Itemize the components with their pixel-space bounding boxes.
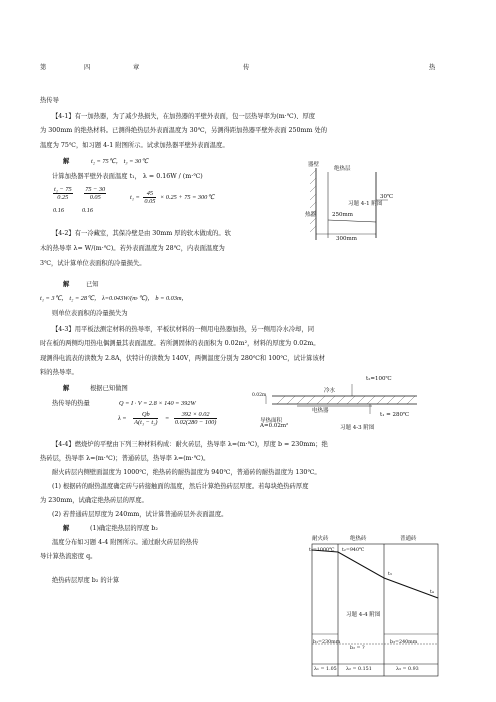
p41-eq1-num2: 75 − 30	[85, 186, 106, 193]
p43-lambda-num2: 392 × 0.02	[174, 411, 218, 419]
fig41-temp-right: 30℃	[380, 194, 394, 200]
p42-line-3: 3℃，试计算单位表面积的冷量损失。	[40, 260, 146, 267]
chapter-char-3: 章	[133, 64, 140, 71]
p41-calc: 计算加热器平壁外表面温度 t₁， λ = 0.16W / (m·℃)	[52, 173, 203, 180]
fig43-area-1: 导热面积	[260, 418, 283, 424]
p42-result: 则单位表面积的冷量损失为	[52, 310, 128, 317]
fig43-t2: t₂=100℃	[366, 376, 392, 382]
p41-eq1-den: 0.25	[57, 194, 69, 201]
p43-solution-label: 解	[63, 385, 70, 392]
p42-known: 已知	[86, 281, 99, 288]
p41-line-3: 温度为 75℃，如习题 4-1 附图所示。试求加热器平壁外表面温度。	[40, 142, 229, 149]
p43-lambda-den: A(t₁ − t₂)	[134, 419, 158, 426]
p43-lambda-lhs: λ =	[118, 414, 127, 422]
fig44-b2: b₂ = ?	[350, 646, 365, 651]
p43-lambda-eq: λ = $\frac{Qb}{\text{A(t₁ − t₂)}}$ = $\frac{392 \times 0.02}{0.02(280 - 100)}$	[118, 411, 217, 426]
p44-line-9: 绝热砖层厚度 b₂ 的计算	[52, 577, 120, 584]
p44-line-4: (1) 根据砖的耐热温度确定砖与砖接触面的温度，然后计算绝热砖层厚度。若每块绝热砖厚度	[52, 483, 309, 490]
fig41-heater-label: 热器	[305, 212, 317, 218]
p44-line-1: 【4-4】燃烧炉的平壁由下列三种材料构成：耐火砖层，热导率 λ=(m·℃)，厚度 b = 230mm；绝	[52, 441, 328, 448]
p41-eq1	[53, 186, 106, 201]
fig43-area-2: A=0.02m²	[260, 423, 289, 429]
p43-lambda-num: Qb	[133, 411, 158, 419]
p42-line-2: 木的热导率 λ= W/(m·℃)。若外表面温度为 28℃，内表面温度为	[40, 245, 225, 252]
p41-given: t₂ = 75℃， t₃ = 30℃	[91, 158, 149, 165]
fig44-header-2: 绝热砖	[350, 536, 367, 542]
p41-eq2-den: 0.05	[144, 198, 156, 205]
p42-given: t₁ = 3℃， t₂ = 28℃， λ=0.043W/(m·℃)， b = 0.03m，	[40, 295, 188, 302]
fig44-t3: t₃	[388, 572, 392, 577]
p41-eq2-num: 45	[143, 190, 156, 198]
chapter-char-2: 四	[84, 64, 91, 71]
chapter-char-5: 热	[429, 64, 436, 71]
fig44-caption: 习题 4-4 附图	[346, 612, 381, 618]
fig44-lambda3: λ₃ = 0.93	[396, 667, 419, 672]
fig44-t4: t₄	[430, 590, 434, 595]
p44-step1: (1)确定绝热层的厚度 b₂	[90, 525, 158, 532]
p44-line-5: 为 230mm，试确定绝热砖层的厚度。	[40, 497, 148, 504]
fig44-header-1: 耐火砖	[312, 536, 329, 542]
p43-q-formula: Q = I · V = 2.8 × 140 = 392W	[119, 400, 196, 407]
figure-4-4-drawing	[306, 532, 446, 680]
fig44-lambda1: λ₁ = 1.05	[314, 667, 337, 672]
fig43-thickness: 0.02m	[252, 393, 267, 398]
fig41-wall-label: 器壁	[308, 162, 320, 168]
p44-line-3: 耐火砖层内侧壁面温度为 1000℃，绝热砖的耐热温度为 940℃，普通砖的耐热温度为 130℃。	[52, 469, 321, 476]
p43-line-3: 现测得电流表的读数为 2.8A，伏特计的读数为 140V，两侧温度分别为 280℃和 100℃，试计算该材	[40, 355, 326, 362]
fig41-dist1: 250mm	[332, 212, 353, 218]
fig44-b3: b₃=240mm	[390, 640, 418, 645]
p43-heat: 热传导的热量	[52, 400, 90, 407]
p41-line-2: 为 300mm 的绝热材料。已测得绝热层外表面温度为 30℃，另测得距加热器平壁外表面 250mm 处的	[40, 127, 328, 134]
p41-eq2-lhs: t₁ =	[130, 193, 140, 201]
fig41-insulation-label: 绝热层	[334, 166, 351, 172]
fig43-caption: 习题 4-3 附图	[340, 425, 375, 431]
p42-line-1: 【4-2】有一冷藏室，其保冷壁是由 30mm 厚的软木做成的。软	[52, 230, 231, 237]
fig44-t2: t₂=940℃	[342, 548, 365, 553]
chapter-char-4: 传	[243, 64, 250, 71]
fig44-b1: b₁=230mm	[313, 640, 341, 645]
p43-lambda-den2: 0.02(280 − 100)	[174, 419, 217, 426]
figure-4-4	[306, 532, 446, 680]
fig44-t1: t₁=1000℃	[309, 548, 335, 553]
p41-lambda-1: 0.16	[53, 207, 65, 214]
p44-line-8: 导计算热流密度 q。	[40, 553, 97, 560]
chapter-char-1: 第	[40, 64, 47, 71]
p41-line-1: 【4-1】有一加热器，为了减少热损失，在加热器的平壁外表面，包一层热导率为(m·℃)、厚度	[52, 113, 316, 120]
fig43-t1: t₁ = 280℃	[380, 412, 410, 418]
p42-solution-label: 解	[63, 281, 70, 288]
fig41-caption: 习题 4-1 附图	[348, 201, 383, 207]
figure-4-3	[252, 376, 422, 432]
p44-line-2: 热砖层，热导率 λ=(m·℃)；普通砖层，热导率 λ=(m·℃)。	[40, 455, 210, 462]
p43-line-2: 时在板的两侧均用热电偶测量其表面温度。若所测固体的表面积为 0.02m²，材料的厚度为 0.02m。	[40, 340, 320, 347]
fig44-lambda2: λ₂ = 0.151	[346, 667, 372, 672]
p44-solution-label: 解	[63, 525, 70, 532]
p44-line-6: (2) 若普通砖层厚度为 240mm，试计算普通砖层外表面温度。	[52, 511, 228, 518]
fig44-header-3: 普通砖	[400, 536, 417, 542]
p41-eq1-den2: 0.05	[89, 194, 101, 201]
p41-eq1-num: t₁ − 75	[54, 186, 72, 193]
p43-known: 根据已知做图	[90, 385, 128, 392]
p41-eq2-rhs: × 0.25 + 75 = 300℃	[159, 193, 215, 201]
p44-line-7: 温度分布如习题 4-4 附图所示。通过耐火砖层的热传	[52, 539, 199, 546]
p43-line-1: 【4-3】用平板法测定材料的热导率，平板状材料的一侧用电热器加热，另一侧用冷水冷却，同	[52, 326, 315, 333]
fig41-dist2: 300mm	[336, 236, 357, 242]
p43-line-4: 料的热导率。	[40, 369, 78, 376]
p41-lambda-2: 0.16	[82, 207, 94, 214]
p41-eq2	[130, 190, 214, 205]
fig43-heater: 电热器	[312, 408, 329, 414]
p41-solution-label: 解	[63, 158, 70, 165]
fig43-water: 冷水	[324, 388, 336, 394]
section-subtitle: 热传导	[40, 97, 59, 104]
